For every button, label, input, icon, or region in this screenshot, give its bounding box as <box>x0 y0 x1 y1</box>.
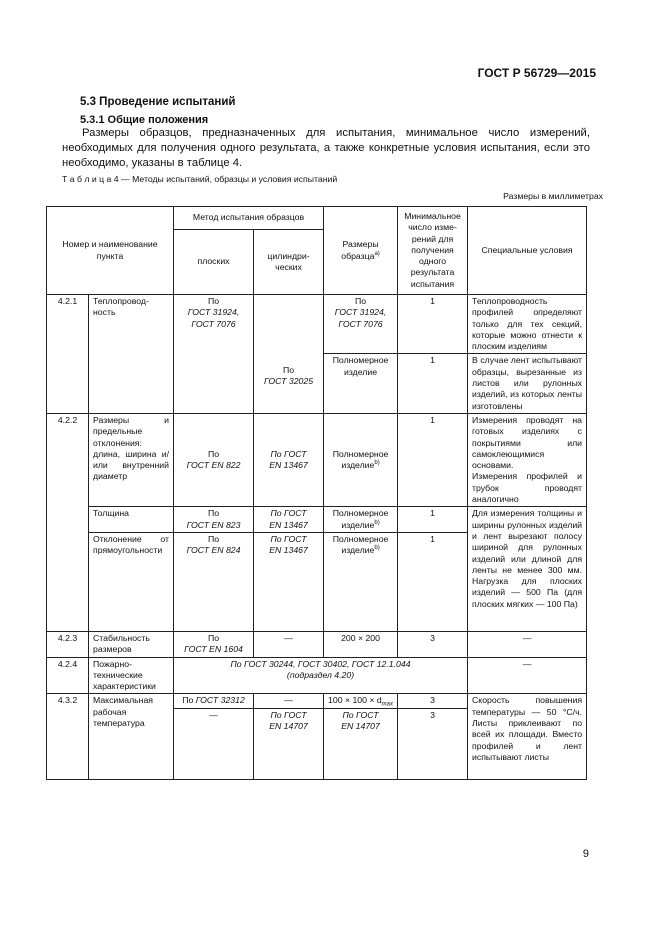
page-number: 9 <box>582 848 589 860</box>
flat-method: По ГОСТ EN 823 <box>174 507 254 533</box>
section-title: 5.3 Проведение испытаний <box>80 96 236 108</box>
cylindrical-method: По ГОСТ EN 13467 <box>254 532 324 631</box>
subsection-title: 5.3.1 Общие положения <box>80 114 209 126</box>
sample-size: Полномерное изделие <box>324 354 398 413</box>
table-row <box>47 295 587 354</box>
table-row <box>47 413 587 506</box>
header-cylindrical: цилиндри-ческих <box>254 230 324 295</box>
table-caption: Т а б л и ц а 4 — Методы испытаний, образцы и условия испытаний <box>62 174 338 184</box>
item-name: Стабильность размеров <box>89 631 174 657</box>
item-number: 4.2.4 <box>47 657 89 694</box>
special-conditions: Скорость повышения температуры — 50 °С/ч. Листы приклеивают по всей их площади. Вместо профилей и лент испытывают листы <box>468 694 587 779</box>
sample-size: $100 \times 100 \times d_{max}$ <box>324 694 398 708</box>
header-special-conditions: Специальные условия <box>468 207 587 295</box>
item-number: 4.3.2 <box>47 694 89 779</box>
item-name: Теплопровод-ность <box>89 295 174 414</box>
cylindrical-method: — <box>254 694 324 708</box>
item-name: Пожарно-технические характеристики <box>89 657 174 694</box>
sample-size: Полномерное изделие$^{b)}$ <box>324 413 398 506</box>
cylindrical-method: По ГОСТ EN 13467 <box>254 507 324 533</box>
min-measurements: 3 <box>398 631 468 657</box>
special-conditions: Теплопроводность профилей определяют только для тех секций, которые можно отнести к плоским изделиям <box>468 295 587 354</box>
item-name: Размеры и предельные отклонения: длина, ширина и/или внутренний диаметр <box>89 413 174 506</box>
min-measurements: 1 <box>398 354 468 413</box>
document-code: ГОСТ Р 56729—2015 <box>477 66 596 80</box>
table-row <box>47 657 587 694</box>
cylindrical-method: По ГОСТ EN 13467 <box>254 413 324 506</box>
flat-method: — <box>174 708 254 779</box>
intro-paragraph: Размеры образцов, предназначенных для испытания, минимальное число измерений, необходимых для получения одного результата, а также конкретные условия испытания, если это необходимо, указаны в таблице 4. <box>62 127 590 169</box>
min-measurements: 1 <box>398 507 468 533</box>
header-item: Номер и наименование пункта <box>47 207 174 295</box>
sample-size: Полномерное изделие$^{b)}$ <box>324 532 398 631</box>
min-measurements: 1 <box>398 413 468 506</box>
flat-method: По ГОСТ 31924, ГОСТ 7076 <box>174 295 254 414</box>
item-name: Максимальная рабочая температура <box>89 694 174 779</box>
min-measurements: 1 <box>398 295 468 354</box>
cylindrical-method: По ГОСТ 32025 <box>254 295 324 414</box>
table-row <box>47 631 587 657</box>
table-row <box>47 694 587 708</box>
test-methods-table <box>46 206 587 780</box>
header-size: Размеры образца$^{a)}$ <box>324 207 398 295</box>
table-units-note: Размеры в миллиметрах <box>503 191 603 201</box>
flat-method: По ГОСТ EN 822 <box>174 413 254 506</box>
special-conditions: Измерения проводят на готовых изделиях с покрытиями или самоклеющимися основами. Измерения профилей и трубок проводят аналогично <box>468 413 587 506</box>
item-number: 4.2.2 <box>47 413 89 631</box>
item-name: Толщина <box>89 507 174 533</box>
sample-size: Полномерное изделие$^{b)}$ <box>324 507 398 533</box>
min-measurements: 3 <box>398 708 468 779</box>
table-row <box>47 507 587 533</box>
flat-method: По ГОСТ EN 1604 <box>174 631 254 657</box>
flat-method: По ГОСТ EN 824 <box>174 532 254 631</box>
special-conditions: — <box>468 631 587 657</box>
min-measurements: 3 <box>398 694 468 708</box>
header-method: Метод испытания образцов <box>174 207 324 230</box>
special-conditions: Для измерения толщины и ширины рулонных изделий и лент вырезают полосу шириной для рулонных изделий или длиной для ленты не менее 300 мм. Нагрузка для плоских изделий — 500 Па (для плоских мягких — 100 Па) <box>468 507 587 632</box>
special-conditions: — <box>468 657 587 694</box>
item-number: 4.2.1 <box>47 295 89 414</box>
header-min-measurements: Минимальное число изме-рений для получения одного результата испытания <box>398 207 468 295</box>
cylindrical-method: По ГОСТ EN 14707 <box>254 708 324 779</box>
sample-size: По ГОСТ 31924, ГОСТ 7076 <box>324 295 398 354</box>
header-flat: плоских <box>174 230 254 295</box>
item-name: Отклонение от прямоугольности <box>89 532 174 631</box>
item-number: 4.2.3 <box>47 631 89 657</box>
sample-size: 200 × 200 <box>324 631 398 657</box>
test-method-combined: По ГОСТ 30244, ГОСТ 30402, ГОСТ 12.1.044 (подраздел 4.20) <box>174 657 468 694</box>
table-header-row <box>47 207 587 230</box>
cylindrical-method: — <box>254 631 324 657</box>
flat-method: По ГОСТ 32312 <box>174 694 254 708</box>
min-measurements: 1 <box>398 532 468 631</box>
sample-size: По ГОСТ EN 14707 <box>324 708 398 779</box>
special-conditions: В случае лент испытывают образцы, вырезанные из листов или рулонных изделий, из которых ленты изготовлены <box>468 354 587 413</box>
